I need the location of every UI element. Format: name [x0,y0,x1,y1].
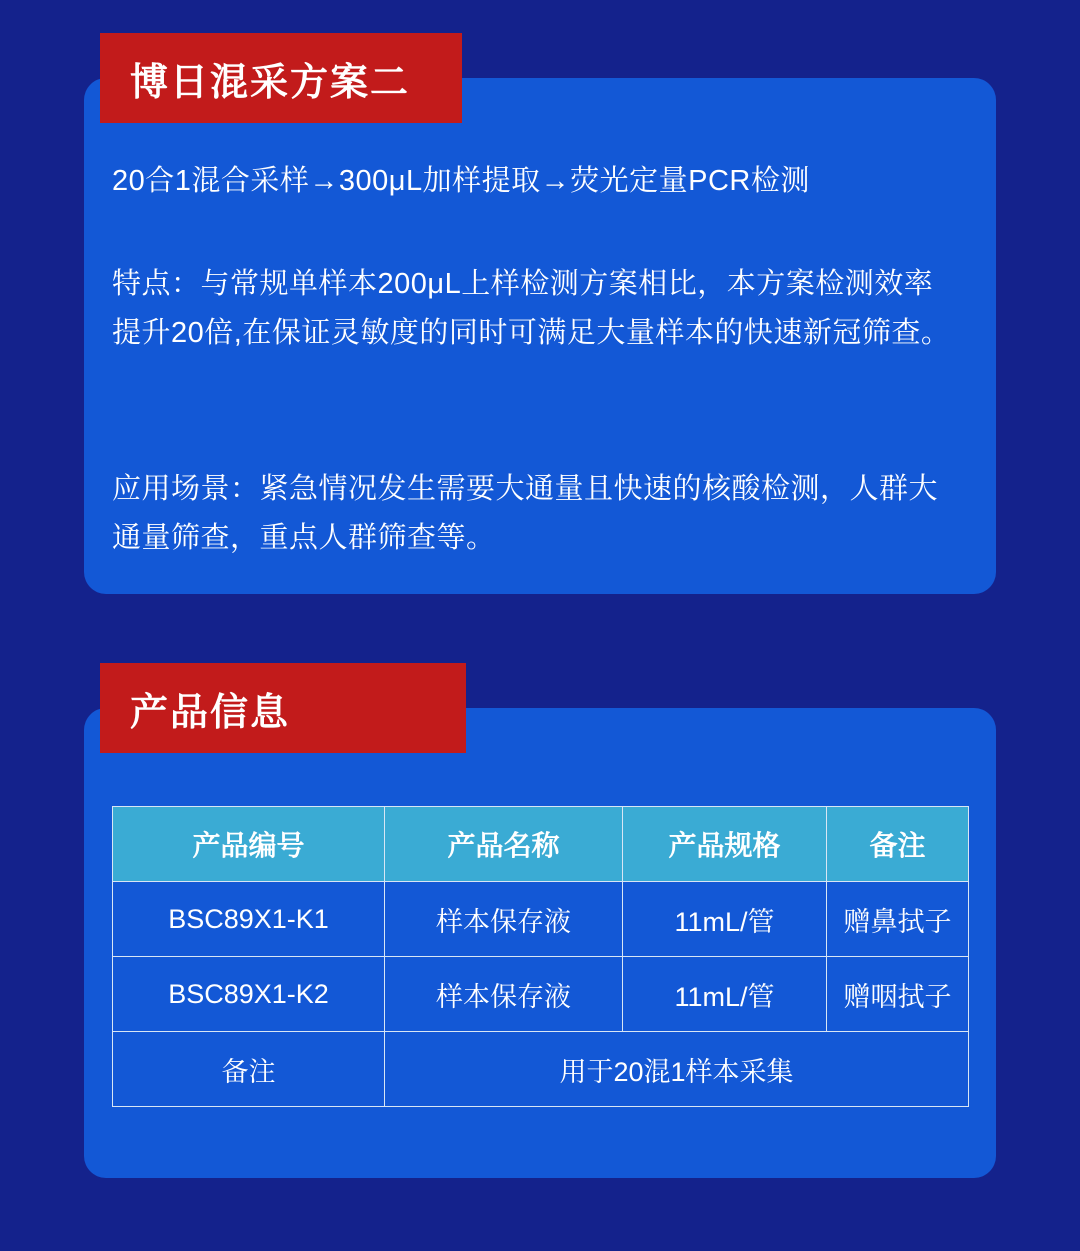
table-body [113,882,969,1107]
table-row [113,957,969,1032]
table-cell: 赠咽拭子 [827,957,969,1032]
scheme-flow-text: 20合1混合采样→300μL加样提取→荧光定量PCR检测 [112,165,810,197]
table-footer-label: 备注 [113,1032,385,1107]
table-header-cell: 产品名称 [385,807,623,882]
table-cell: 样本保存液 [385,882,623,957]
table-header-row-group [113,807,969,882]
table-cell: BSC89X1-K2 [113,957,385,1032]
table-header-row [113,807,969,882]
scheme-scenario-block [112,465,954,563]
scheme-section-title: 博日混采方案二 [100,33,462,123]
table-cell: 赠鼻拭子 [827,882,969,957]
table-header-cell: 备注 [827,807,969,882]
table-header-cell: 产品规格 [623,807,827,882]
product-info-table [112,806,969,1107]
table-cell: 11mL/管 [623,882,827,957]
scheme-feature-label: 特点： [112,268,201,300]
product-section-title: 产品信息 [100,663,466,753]
table-cell: 样本保存液 [385,957,623,1032]
table-cell: 11mL/管 [623,957,827,1032]
table-footer-value: 用于20混1样本采集 [385,1032,969,1107]
table-cell: BSC89X1-K1 [113,882,385,957]
scheme-feature-block [112,260,954,358]
table-header-cell: 产品编号 [113,807,385,882]
table-footer-row [113,1032,969,1107]
scheme-feature-text: 与常规单样本200μL上样检测方案相比，本方案检测效率提升20倍,在保证灵敏度的同时可满足大量样本的快速新冠筛查。 [112,268,951,349]
product-table-wrapper [112,806,968,1107]
scheme-scenario-label: 应用场景： [112,473,260,505]
table-row [113,882,969,957]
scheme-scenario-text: 紧急情况发生需要大通量且快速的核酸检测，人群大通量筛查，重点人群筛查等。 [112,473,939,554]
